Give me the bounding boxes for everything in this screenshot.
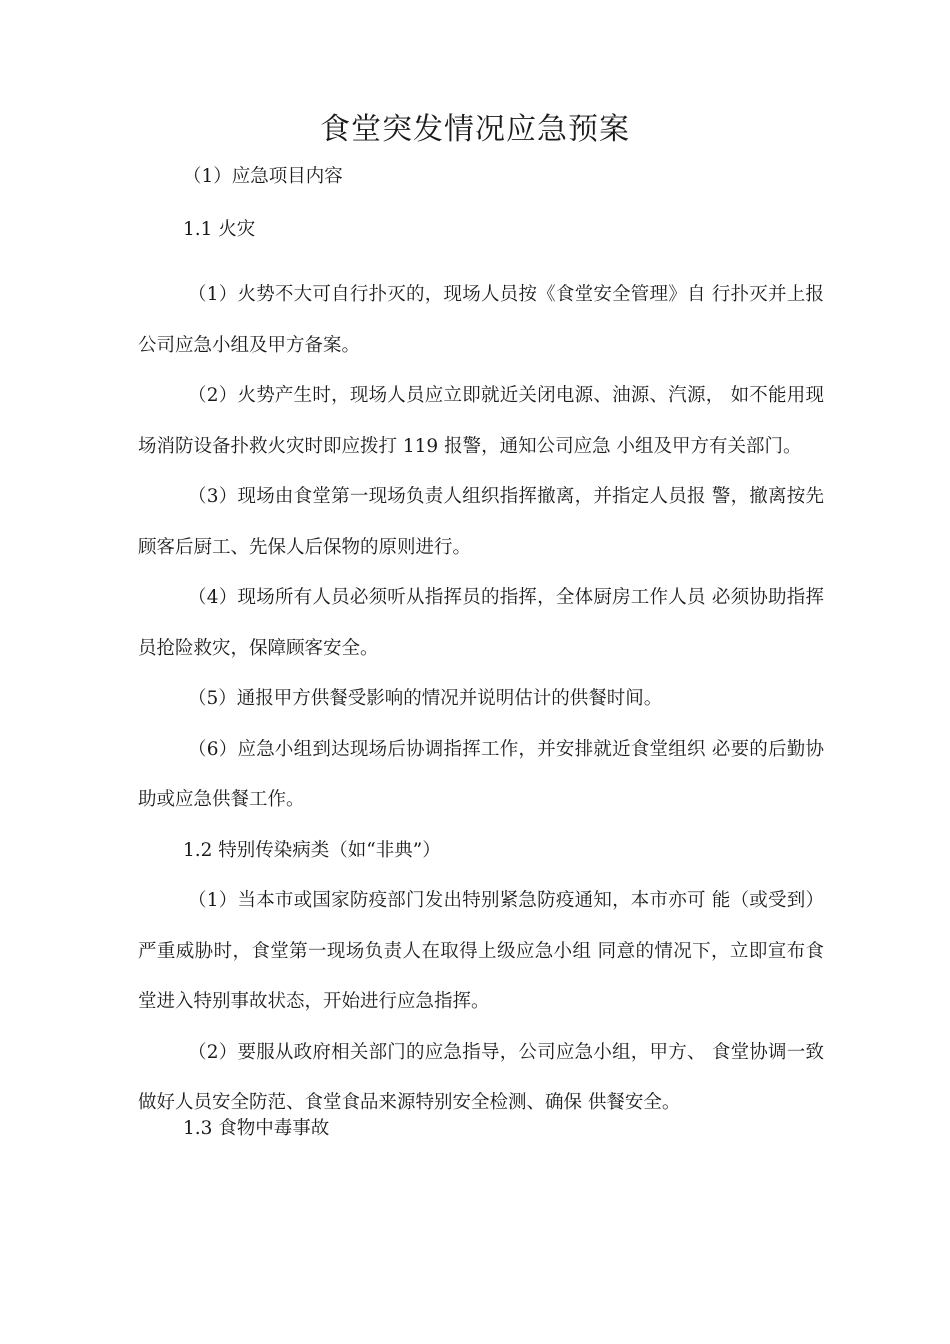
fire-item-4: （4）现场所有人员必须听从指挥员的指挥，全体厨房工作人员 必须协助指挥员抢险救灾，保障顾客安全。 (138, 587, 824, 659)
fire-item-2: （2）火势产生时，现场人员应立即就近关闭电源、油源、汽源， 如不能用现场消防设备扑救火灾时即应拨打 119 报警，通知公司应急 小组及甲方有关部门。 (138, 385, 824, 457)
epidemic-item-2: （2）要服从政府相关部门的应急指导，公司应急小组，甲方、 食堂协调一致做好人员安全防范、食堂食品来源特别安全检测、确保 供餐安全。 (138, 1041, 824, 1113)
epidemic-heading: 1.2 特别传染病类（如“非典”） (183, 839, 441, 861)
poisoning-heading: 1.3 食物中毒事故 (183, 1117, 330, 1139)
fire-heading: 1.1 火灾 (183, 219, 256, 240)
section-heading: （1）应急项目内容 (183, 166, 343, 187)
fire-item-5: （5）通报甲方供餐受影响的情况并说明估计的供餐时间。 (188, 688, 663, 709)
document-title: 食堂突发情况应急预案 (320, 112, 630, 147)
epidemic-item-1: （1）当本市或国家防疫部门发出特别紧急防疫通知，本市亦可 能（或受到）严重威胁时，食堂第一现场负责人在取得上级应急小组 同意的情况下，立即宣布食堂进入特别事故状态，开始进行应急指挥。 (138, 890, 824, 1012)
fire-item-6: （6）应急小组到达现场后协调指挥工作，并安排就近食堂组织 必要的后勤协助或应急供餐工作。 (138, 738, 824, 810)
fire-item-1: （1）火势不大可自行扑灭的，现场人员按《食堂安全管理》自 行扑灭并上报公司应急小组及甲方备案。 (138, 284, 824, 356)
document-body (138, 165, 824, 1141)
fire-item-3: （3）现场由食堂第一现场负责人组织指挥撤离，并指定人员报 警，撤离按先顾客后厨工、先保人后保物的原则进行。 (138, 486, 824, 558)
